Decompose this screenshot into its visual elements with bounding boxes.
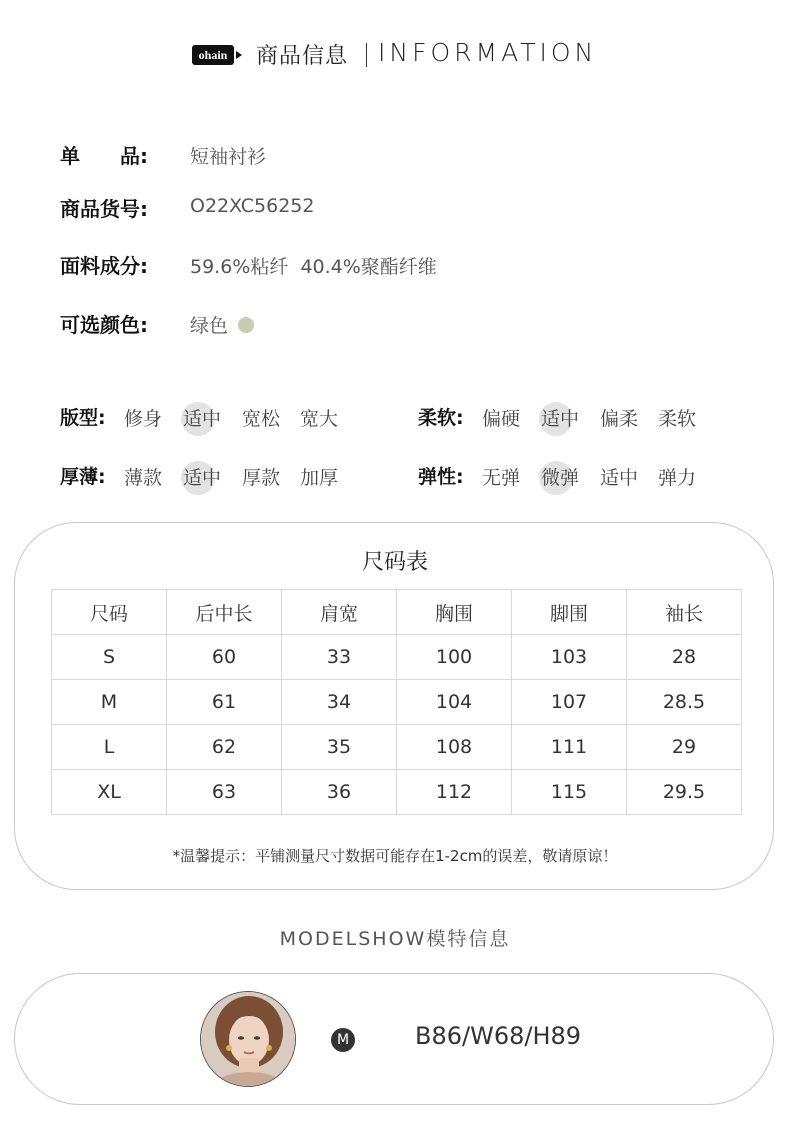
size-table-cell: 33 <box>282 635 397 680</box>
color-value: 绿色 <box>190 315 229 337</box>
attr-thickness-option: 加厚 <box>300 467 339 489</box>
model-size-badge: M <box>331 1028 355 1052</box>
size-table-cell: L <box>52 725 167 770</box>
logo-arrow-icon <box>236 51 242 59</box>
size-table-header: 袖长 <box>627 590 742 635</box>
size-table-cell: 115 <box>512 770 627 815</box>
attr-softness-label: 柔软: <box>418 407 464 429</box>
attr-thickness-label: 厚薄: <box>60 466 106 488</box>
size-table-cell: 103 <box>512 635 627 680</box>
size-table-cell: 34 <box>282 680 397 725</box>
color-value-wrap <box>190 311 254 338</box>
attr-elasticity-label: 弹性: <box>418 466 464 488</box>
header-title-en: INFORMATION <box>378 38 598 67</box>
size-chart-title: 尺码表 <box>361 550 428 575</box>
size-table <box>51 589 742 815</box>
size-table-header: 脚围 <box>512 590 627 635</box>
fabric-label: 面料成分: <box>60 254 148 278</box>
attr-elasticity-option-selected: 微弹 <box>541 463 579 490</box>
attr-fit-label: 版型: <box>60 407 106 429</box>
model-section-title: MODELSHOW模特信息 <box>279 928 511 950</box>
attr-fit-option: 宽松 <box>242 408 281 430</box>
size-table-cell: 36 <box>282 770 397 815</box>
size-table-cell: 112 <box>397 770 512 815</box>
size-table-cell: 29 <box>627 725 742 770</box>
attr-fit-option-selected: 适中 <box>183 404 221 431</box>
size-table-header: 肩宽 <box>282 590 397 635</box>
size-table-row <box>52 770 742 815</box>
size-table-header: 后中长 <box>167 590 282 635</box>
size-table-row <box>52 635 742 680</box>
size-table-cell: 100 <box>397 635 512 680</box>
size-table-cell: 60 <box>167 635 282 680</box>
size-table-header: 胸围 <box>397 590 512 635</box>
item-value: 短袖衬衫 <box>190 146 267 168</box>
fabric-value: 59.6%粘纤 40.4%聚酯纤维 <box>190 256 437 278</box>
size-chart-panel <box>14 522 774 890</box>
item-label: 单 品: <box>60 144 148 168</box>
model-measurements: B86/W68/H89 <box>415 1022 582 1050</box>
attr-softness-option: 柔软 <box>658 408 697 430</box>
attr-fit-option: 修身 <box>124 408 163 430</box>
size-table-cell: 61 <box>167 680 282 725</box>
size-table-header-row <box>52 590 742 635</box>
size-table-cell: S <box>52 635 167 680</box>
attr-softness-option: 偏柔 <box>600 408 639 430</box>
header-title-cn: 商品信息 <box>256 44 349 69</box>
model-info-panel <box>14 973 774 1105</box>
model-avatar <box>200 991 296 1087</box>
size-table-row <box>52 680 742 725</box>
attr-thickness-option: 厚款 <box>242 467 281 489</box>
attr-thickness-option: 薄款 <box>124 467 163 489</box>
color-label: 可选颜色: <box>60 313 148 337</box>
size-table-cell: 28 <box>627 635 742 680</box>
size-table-header: 尺码 <box>52 590 167 635</box>
size-table-cell: 35 <box>282 725 397 770</box>
color-swatch <box>238 317 254 333</box>
size-table-cell: 104 <box>397 680 512 725</box>
size-table-row <box>52 725 742 770</box>
sku-label: 商品货号: <box>60 197 148 221</box>
size-table-cell: 111 <box>512 725 627 770</box>
size-chart-note: *温馨提示：平铺测量尺寸数据可能存在1-2cm的误差，敬请原谅！ <box>172 847 618 865</box>
attr-fit-option: 宽大 <box>300 408 339 430</box>
size-table-cell: 62 <box>167 725 282 770</box>
section-header <box>0 38 790 72</box>
header-divider <box>366 43 367 67</box>
sku-value: O22XC56252 <box>190 195 315 217</box>
attr-softness-option-selected: 适中 <box>541 404 579 431</box>
size-table-cell: 63 <box>167 770 282 815</box>
size-table-cell: 28.5 <box>627 680 742 725</box>
size-table-cell: XL <box>52 770 167 815</box>
attr-elasticity-option: 适中 <box>600 467 639 489</box>
brand-logo: ohain <box>192 45 234 65</box>
attr-thickness-option-selected: 适中 <box>183 463 221 490</box>
size-table-cell: 29.5 <box>627 770 742 815</box>
model-portrait-icon <box>201 992 296 1087</box>
size-table-cell: 107 <box>512 680 627 725</box>
size-table-cell: M <box>52 680 167 725</box>
attr-elasticity-option: 无弹 <box>482 467 521 489</box>
attr-elasticity-option: 弹力 <box>658 467 697 489</box>
attr-softness-option: 偏硬 <box>482 408 521 430</box>
size-table-cell: 108 <box>397 725 512 770</box>
